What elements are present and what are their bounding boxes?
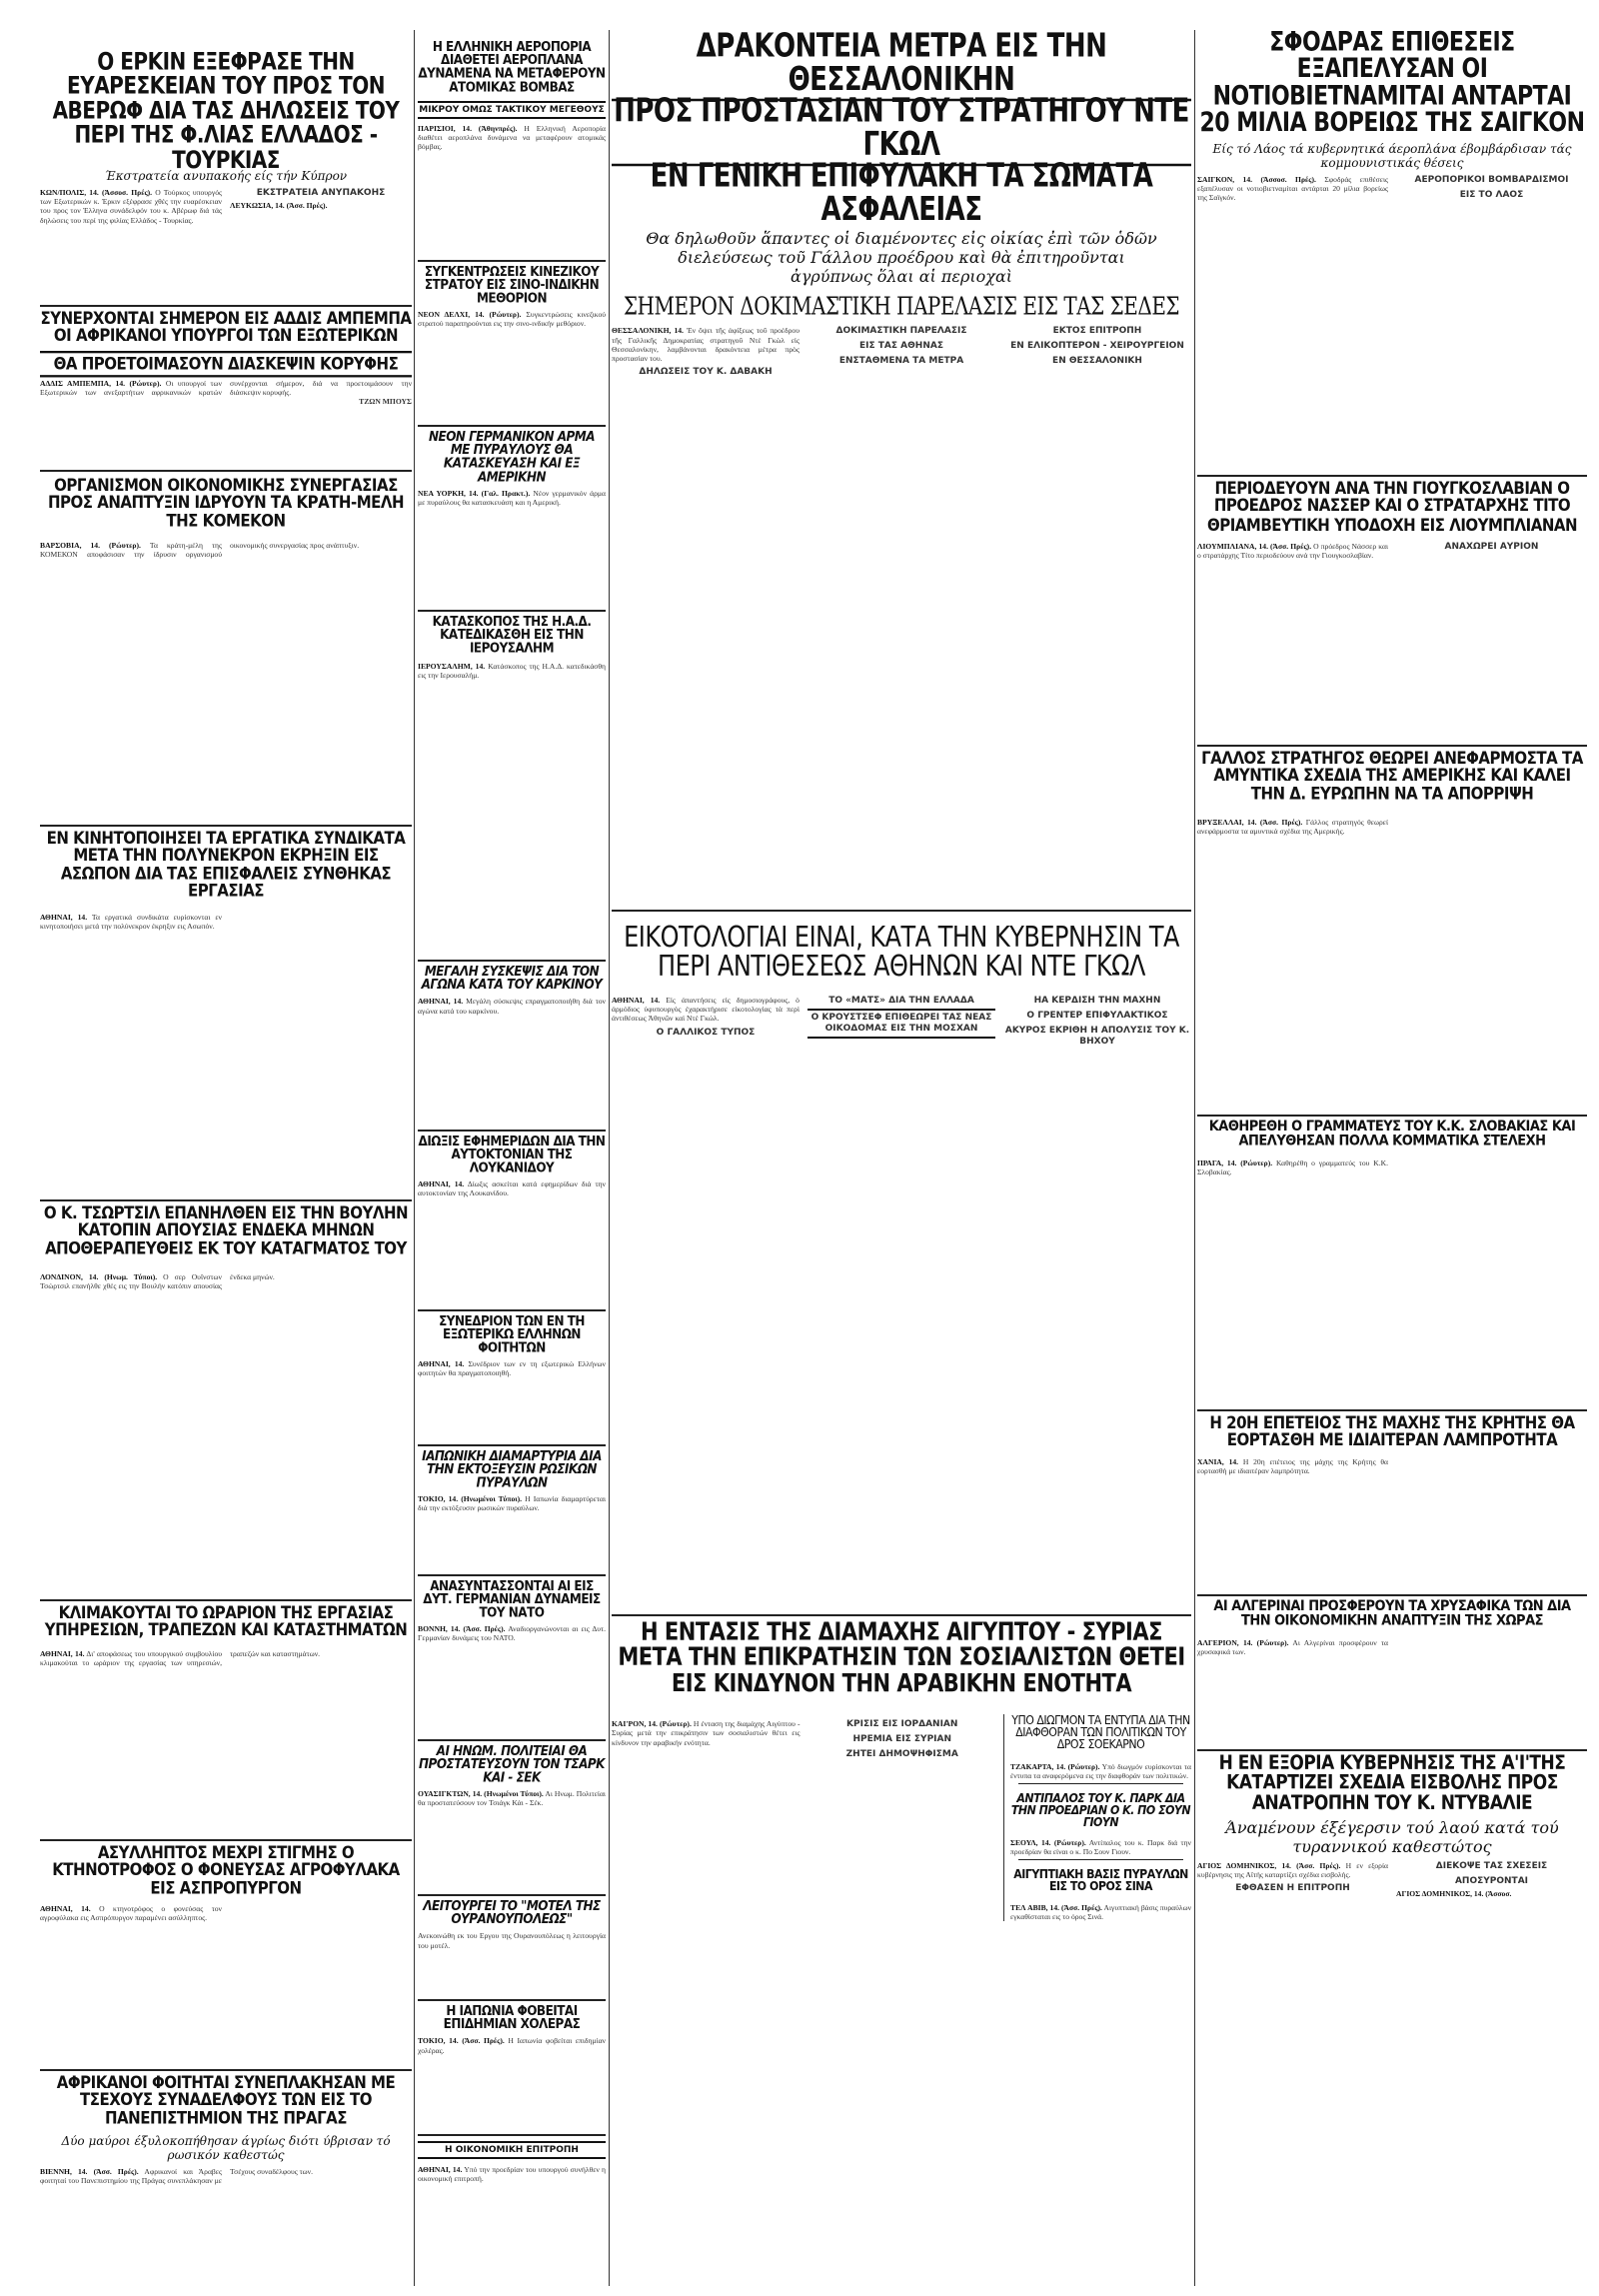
headline: ΑΙΓΥΠΤΙΑΚΗ ΒΑΣΙΣ ΠΥΡΑΥΛΩΝ ΕΙΣ ΤΟ ΟΡΟΣ ΣΙΝΑ (1013, 1867, 1188, 1894)
article-body (40, 1904, 412, 1923)
column-rule (1194, 30, 1195, 2286)
body-text: Καθηρέθη ο γραμματεύς του Κ.Κ. Σλοβακίας. (1197, 1157, 1388, 1176)
body-text: Υπό την προεδρίαν του υπουργού συνήλθεν η οικονομική επιτροπή. (418, 2165, 606, 2184)
article-body (418, 1359, 606, 1378)
article-comecon (40, 475, 412, 827)
article-body (418, 662, 606, 681)
article-body (1010, 1762, 1191, 1781)
headline: ΑΙ ΑΛΓΕΡΙΝΑΙ ΠΡΟΣΦΕΡΟΥΝ ΤΑ ΧΡΥΣΑΦΙΚΑ ΤΩΝ ΔΙΑ ΤΗΝ ΟΙΚΟΝΟΜΙΚΗΝ ΑΝΑΠΤΥΞΙΝ ΤΗΣ ΧΩΡΑΣ (1213, 1599, 1571, 1629)
dateline: ΤΟΚΙΟ, 14. (Άσσ. Πρές). (418, 2036, 505, 2046)
article-body (1197, 1638, 1587, 1657)
article-algerian-women (1197, 1599, 1587, 1751)
article-body (1197, 818, 1587, 837)
headline: ΑΦΡΙΚΑΝΟΙ ΦΟΙΤΗΤΑΙ ΣΥΝΕΠΛΑΚΗΣΑΝ ΜΕ ΤΣΕΧΟΥΣ ΣΥΝΑΔΕΛΦΟΥΣ ΤΩΝ ΕΙΣ ΤΟ ΠΑΝΕΠΙΣΤΗΜΙΟΝ ΤΗΣ ΠΡΑΓΑΣ (56, 2074, 396, 2128)
body-text: Ανεκοινώθη εκ του Εργου της Ουρανουπόλεως η λειτουργία του μοτέλ. (418, 1931, 606, 1950)
signature: ΤΖΩΝ ΜΠΟΥΣ (359, 397, 412, 407)
article-body (418, 2036, 606, 2055)
headline: Η ΟΙΚΟΝΟΜΙΚΗ ΕΠΙΤΡΟΠΗ (418, 2141, 606, 2159)
article-economic-committee (418, 2139, 606, 2289)
article-body (40, 379, 412, 407)
dateline: ΠΑΡΙΣΙΟΙ, 14. (Άθηνπρές). (418, 123, 518, 133)
headline: Ο Κ. ΤΣΩΡΤΣΙΛ ΕΠΑΝΗΛΘΕΝ ΕΙΣ ΤΗΝ ΒΟΥΛΗΝ ΚΑΤΟΠΙΝ ΑΠΟΥΣΙΑΣ ΕΝΔΕΚΑ ΜΗΝΩΝ ΑΠΟΘΕΡΑΠΕΥΘΕΙΣ ΕΚ ΤΟΥ ΚΑΤΑΓΜΑΤΟΣ ΤΟΥ (43, 1204, 409, 1258)
article-body (1197, 1861, 1587, 1898)
headline: ΝΕΟΝ ΓΕΡΜΑΝΙΚΟΝ ΑΡΜΑ ΜΕ ΠΥΡΑΥΛΟΥΣ ΘΑ ΚΑΤΑΣΚΕΥΑΣΗ ΚΑΙ ΕΞ ΑΜΕΡΙΚΗΝ (428, 430, 596, 485)
dateline: ΑΘΗΝΑΙ, 14. (40, 913, 88, 923)
headline: ΣΥΝΕΡΧΟΝΤΑΙ ΣΗΜΕΡΟΝ ΕΙΣ ΑΔΔΙΣ ΑΜΠΕΜΠΑ ΟΙ ΑΦΡΙΚΑΝΟΙ ΥΠΟΥΡΓΟΙ ΤΩΝ ΕΞΩΤΕΡΙΚΩΝ (40, 310, 412, 346)
body-text: Ο σερ Ουΐνστων Τσώρτσιλ επανήλθε χθές εις την Βουλήν κατόπιν απουσίας ένδεκα μηνών. (40, 1271, 275, 1291)
dateline: ΤΕΛ ΑΒΙΒ, 14. (Άσσ. Πρές). (1010, 1902, 1102, 1912)
body-text: Τα εργατικά συνδικάτα ευρίσκονται εν κινητοποιήσει μετά την πολύνεκρον έκρηξιν εις Ασωπόν. (40, 913, 222, 932)
body-text: Μεγάλη σύσκεψις επραγματοποιήθη διά τον αγώνα κατά του καρκίνου. (418, 997, 606, 1016)
body-text: Δι' αποφάσεως του υπουργικού συμβουλίου κλιμακούται το ωράριον της εργασίας των υπηρεσιών, τραπεζών και καταστημάτων. (40, 1648, 321, 1667)
article-prague-students (40, 2074, 412, 2289)
subhead: Θα δηλωθοῦν ἅπαντες οἱ διαμένοντες εἰς οἰκίας ἐπὶ τῶν ὁδῶν διελεύσεως τοῦ Γάλλου προέδρου καὶ θὰ ἐπιτηροῦνται ἀγρύπνως ὅλαι αἱ περιοχαὶ (646, 229, 1157, 287)
article-body (40, 2167, 412, 2186)
article-body (612, 326, 1191, 378)
article-addis-ababa (40, 310, 412, 472)
article-japan-cholera (418, 2004, 606, 2136)
body-text: Αφρικανοί και Άραβες φοιτηταί του Πανεπιστημίου της Πράγας συνεπλάκησαν με Τσέχους συναδέλφους των. (40, 2166, 314, 2186)
body-text: Η Ιαπωνία διαμαρτύρεται διά την εκτόξευσιν ρωσικών πυραύλων. (418, 1493, 606, 1512)
inset-head: ΗΡΕΜΙΑ ΕΙΣ ΣΥΡΙΑΝ (852, 1733, 952, 1744)
inset-head: ΕΚΣΤΡΑΤΕΙΑ ΑΝΥΠΑΚΟΗΣ (256, 187, 386, 198)
body-text: Η ένταση της διαμάχης Αιγύπτου - Συρίας μετά την επικράτησιν των σοσιαλιστών θέτει εις κίνδυνον την αραβικήν ενότητα. (612, 1719, 800, 1747)
inset-head: Ο ΓΡΕΝΤΕΡ ΕΠΙΦΥΛΑΚΤΙΚΟΣ (1026, 1010, 1168, 1021)
inset-head: ΔΗΛΩΣΕΙΣ ΤΟΥ Κ. ΔΑΒΑΚΗ (639, 367, 773, 378)
headline: ΜΕΓΑΛΗ ΣΥΣΚΕΨΙΣ ΔΙΑ ΤΟΝ ΑΓΩΝΑ ΚΑΤΑ ΤΟΥ ΚΑΡΚΙΝΟΥ (421, 965, 603, 993)
column-2 (418, 0, 606, 2296)
inset-head: ΕΦΘΑΣΕΝ Η ΕΠΙΤΡΟΠΗ (1235, 1883, 1350, 1894)
headline: ΚΑΘΗΡΕΘΗ Ο ΓΡΑΜΜΑΤΕΥΣ ΤΟΥ Κ.Κ. ΣΛΟΒΑΚΙΑΣ ΚΑΙ ΑΠΕΛΥΘΗΣΑΝ ΠΟΛΛΑ ΚΟΜΜΑΤΙΚΑ ΣΤΕΛΕΧΗ (1208, 1120, 1576, 1149)
article-body (612, 996, 1191, 1048)
body-text: Αναδιοργανώνονται αι εις Δυτ. Γερμανίαν δυνάμεις του ΝΑΤΟ. (418, 1623, 606, 1642)
dateline: ΚΑΙ'ΡΟΝ, 14. (Ρώυτερ). (612, 1719, 692, 1728)
dateline: ΑΘΗΝΑΙ, 14. (418, 997, 464, 1007)
body-text: Η εν εξορία κυβέρνησις της Αϊτής καταρτίζει σχέδια εισβολής. (1197, 1860, 1388, 1880)
article-body (1197, 1158, 1587, 1177)
inset-head: ΕΝ ΕΛΙΚΟΠΤΕΡΟΝ - ΧΕΙΡΟΥΡΓΕΙΟΝ (1010, 341, 1184, 352)
body-text: Τα κράτη-μέλη της ΚΟΜΕΚΟΝ αποφάσισαν την ίδρυσιν οργανισμού οικονομικής συνεργασίας προς ανάπτυξιν. (40, 540, 360, 560)
inset-head: ΕΝΣΤΑΘΜΕΝΑ ΤΑ ΜΕΤΡΑ (838, 356, 964, 367)
headline: ΕΝ ΓΕΝΙΚΗ ΕΠΙΦΥΛΑΚΗ ΤΑ ΣΩΜΑΤΑ ΑΣΦΑΛΕΙΑΣ (650, 157, 1153, 229)
dateline: ΑΓΙΟΣ ΔΟΜΗΝΙΚΟΣ, 14. (Άσσ. Πρές). (1197, 1860, 1341, 1870)
dateline: ΒΟΝΝΗ, 14. (Άσσ. Πρές). (418, 1623, 506, 1633)
article-students-congress (418, 1314, 606, 1446)
dateline: ΑΛΓΕΡΙΟΝ, 14. (Ρώυτερ). (1197, 1637, 1289, 1647)
dateline: ΑΘΗΝΑΙ, 14. (40, 1648, 85, 1658)
article-erkin (40, 45, 412, 307)
article-chinese-troops (418, 265, 606, 427)
headline: ΑΣΥΛΛΗΠΤΟΣ ΜΕΧΡΙ ΣΤΙΓΜΗΣ Ο ΚΤΗΝΟΤΡΟΦΟΣ Ο ΦΟΝΕΥΣΑΣ ΑΓΡΟΦΥΛΑΚΑ ΕΙΣ ΑΣΠΡΟΠΥΡΓΟΝ (52, 1844, 400, 1898)
article-body (40, 1649, 412, 1668)
headline: ΓΑΛΛΟΣ ΣΤΡΑΤΗΓΟΣ ΘΕΩΡΕΙ ΑΝΕΦΑΡΜΟΣΤΑ ΤΑ ΑΜΥΝΤΙΚΑ ΣΧΕΔΙΑ ΤΗΣ ΑΜΕΡΙΚΗΣ ΚΑΙ ΚΑΛΕΙ ΤΗΝ Δ. ΕΥΡΩΠΗΝ ΝΑ ΤΑ ΑΠΟΡΡΙΨΗ (1201, 750, 1583, 804)
dateline: ΝΕΟΝ ΔΕΛΧΙ, 14. (Ρώυτερ). (418, 309, 522, 319)
dateline: ΒΑΡΣΟΒΙΑ, 14. (Ρώυτερ). (40, 540, 141, 550)
dateline: ΑΘΗΝΑΙ, 14. (612, 995, 661, 1005)
dateline: ΣΑΙΓΚΟΝ, 14. (Άσσοσ. Πρές). (1197, 174, 1316, 184)
headline: ΕΝ ΚΙΝΗΤΟΠΟΙΗΣΕΙ ΤΑ ΕΡΓΑΤΙΚΑ ΣΥΝΔΙΚΑΤΑ ΜΕΤΑ ΤΗΝ ΠΟΛΥΝΕΚΡΟΝ ΕΚΡΗΞΙΝ ΕΙΣ ΑΣΩΠΟΝ ΔΙΑ ΤΑΣ ΕΠΙΣΦΑΛΕΙΣ ΣΥΝΘΗΚΑΣ ΕΡΓΑΣΙΑΣ (46, 830, 406, 902)
headline: Η ΕΝ ΕΞΟΡΙΑ ΚΥΒΕΡΝΗΣΙΣ ΤΗΣ Α'Ι'ΤΗΣ ΚΑΤΑΡΤΙΖΕΙ ΣΧΕΔΙΑ ΕΙΣΒΟΛΗΣ ΠΡΟΣ ΑΝΑΤΡΟΠΗΝ ΤΟΥ Κ. ΝΤΥΒΑΛΙΕ (1218, 1754, 1566, 1815)
dateline: ΛΕΥΚΩΣΙΑ, 14. (Άσσ. Πρές). (230, 200, 328, 210)
article-haiti (1197, 1754, 1587, 2289)
article-japan-protest (418, 1449, 606, 1576)
body-text: Αιγυπτιακή βάσις πυραύλων εγκαθίσταται εις το όρος Σινά. (1010, 1902, 1191, 1921)
article-uar-spy (418, 615, 606, 962)
body-text: Αι Ηνωμ. Πολιτείαι θα προστατεύσουν τον Τσιάγκ Κάι - Σέκ. (418, 1788, 606, 1807)
body-text: Η Ελληνική Αεροπορία διαθέτει αεροπλάνα δυνάμενα να μεταφέρουν ατομικάς βόμβας. (418, 123, 606, 152)
article-body (612, 1719, 996, 1760)
body-text: Ἐν ὄψει τῆς ἀφίξεως τοῦ προέδρου τῆς Γαλλικῆς Δημοκρατίας στρατηγοῦ Ντὲ Γκὼλ εἰς Θεσσαλονίκην, λαμβάνονται δρακόντεια μέτρα πρὸς προστασίαν του. (612, 326, 800, 364)
headline: ΠΡΟΣ ΠΡΟΣΤΑΣΙΑΝ ΤΟΥ ΣΤΡΑΤΗΓΟΥ ΝΤΕ ΓΚΩΛ (612, 95, 1191, 166)
dateline: ΒΙΕΝΝΗ, 14. (Άσσ. Πρές). (40, 2166, 139, 2176)
subhead: ΘΡΙΑΜΒΕΥΤΙΚΗ ΥΠΟΔΟΧΗ ΕΙΣ ΛΙΟΥΜΠΛΙΑΝΑΝ (1206, 514, 1578, 535)
headline: ΙΑΠΩΝΙΚΗ ΔΙΑΜΑΡΤΥΡΙΑ ΔΙΑ ΤΗΝ ΕΚΤΟΞΕΥΣΙΝ ΡΩΣΙΚΩΝ ΠΥΡΑΥΛΩΝ (422, 1449, 602, 1491)
headline: Η ΕΛΛΗΝΙΚΗ ΑΕΡΟΠΟΡΙΑ ΔΙΑΘΕΤΕΙ ΑΕΡΟΠΛΑΝΑ ΔΥΝΑΜΕΝΑ ΝΑ ΜΕΤΑΦΕΡΟΥΝ ΑΤΟΜΙΚΑΣ ΒΟΜΒΑΣ (418, 40, 606, 95)
body-text: Ο πρόεδρος Νάσσερ και ο στρατάρχης Τίτο περιοδεύουν ανά την Γιουγκοσλαβίαν. (1197, 541, 1388, 561)
headline: ΑΙ ΗΝΩΜ. ΠΟΛΙΤΕΙΑΙ ΘΑ ΠΡΟΣΤΑΤΕΥΣΟΥΝ ΤΟΝ ΤΣΑΡΚ ΚΑΙ - ΣΕΚ (419, 1744, 605, 1786)
body-text: Σφοδράς επιθέσεις εξαπέλυσαν οι νοτιοβιετναμίται αντάρται 20 μίλια βορείως της Σαϊγκόν. (1197, 174, 1388, 203)
column-1 (40, 0, 412, 2296)
inset-head: ΗΑ ΚΕΡΔΙΣΗ ΤΗΝ ΜΑΧΗΝ (1033, 995, 1161, 1006)
article-body (40, 913, 412, 932)
inset-head: ΕΙΣ ΤΟ ΛΑΟΣ (1459, 189, 1524, 200)
dateline: ΟΥΑΣΙΓΚΤΩΝ, 14. (Ηνωμένοι Τύποι). (418, 1788, 544, 1798)
subhead: ΜΙΚΡΟΥ ΟΜΩΣ ΤΑΚΤΙΚΟΥ ΜΕΓΕΘΟΥΣ (418, 101, 606, 119)
dateline: ΣΕΟΥΛ, 14. (Ρώυτερ). (1010, 1837, 1086, 1847)
article-athens-de-gaulle (612, 915, 1191, 1616)
body-text: Συνέδριον των εν τη εξωτερικώ Ελλήνων φοιτητών θα πραγματοποιηθή. (418, 1358, 606, 1377)
article-body (418, 310, 606, 329)
subhead: Είς τό Λάος τά κυβερνητικά άεροπλάνα έβομβάρδισαν τάς κομμουνιστικάς θέσεις (1212, 141, 1572, 170)
article-body (40, 541, 412, 560)
article-body (418, 124, 606, 152)
body-text: Γάλλος στρατηγός θεωρεί ανεφάρμοστα τα αμυντικά σχέδια της Αμερικής. (1197, 817, 1389, 837)
body-text: Αι Αλγερίναι προσφέρουν τα χρυσαφικά των. (1197, 1637, 1388, 1656)
inset-head: Ο ΓΑΛΛΙΚΟΣ ΤΥΠΟΣ (656, 1027, 756, 1038)
article-body (418, 1494, 606, 1513)
inset-head: ΔΙΕΚΟΨΕ ΤΑΣ ΣΧΕΣΕΙΣ (1435, 1860, 1548, 1871)
inset-head: Ο ΚΡΟΥΣΤΣΕΦ ΕΠΙΘΕΩΡΕΙ ΤΑΣ ΝΕΑΣ ΟΙΚΟΔΟΜΑΣ ΕΙΣ ΤΗΝ ΜΟΣΧΑΝ (807, 1009, 995, 1039)
headline: ΑΝΤΙΠΑΛΟΣ ΤΟΥ Κ. ΠΑΡΚ ΔΙΑ ΤΗΝ ΠΡΟΕΔΡΙΑΝ Ο Κ. ΠΟ ΣΟΥΝ ΓΙΟΥΝ (1010, 1791, 1191, 1831)
column-rule (609, 30, 610, 2286)
subhead: ΘΑ ΠΡΟΕΤΟΙΜΑΣΟΥΝ ΔΙΑΣΚΕΨΙΝ ΚΟΡΥΦΗΣ (40, 351, 412, 378)
article-body (1010, 1903, 1191, 1922)
headline: ΚΑΤΑΣΚΟΠΟΣ ΤΗΣ Η.Α.Δ. ΚΑΤΕΔΙΚΑΣΘΗ ΕΙΣ ΤΗΝ ΙΕΡΟΥΣΑΛΗΜ (432, 615, 592, 657)
article-german-tank (418, 430, 606, 612)
dateline: ΒΡΥΞΕΛΛΑΙ, 14. (Άσσ. Πρές). (1197, 817, 1303, 827)
dateline: ΛΙΟΥΜΠΛΙΑΝΑ, 14. (Άσσ. Πρές). (1197, 541, 1312, 551)
headline: ΚΛΙΜΑΚΟΥΤΑΙ ΤΟ ΩΡΑΡΙΟΝ ΤΗΣ ΕΡΓΑΣΙΑΣ ΥΠΗΡΕΣΙΩΝ, ΤΡΑΠΕΖΩΝ ΚΑΙ ΚΑΤΑΣΤΗΜΑΤΩΝ (44, 1604, 408, 1640)
subhead: Άναμένουν έξέγερσιν τού λαού κατά τού τυραννικού καθεστώτος (1225, 1817, 1559, 1856)
article-vietnam (1197, 30, 1587, 477)
inset-head: ΕΙΣ ΤΑΣ ΑΘΗΝΑΣ (859, 341, 943, 352)
inset-head: ΑΚΥΡΟΣ ΕΚΡΙΘΗ Η ΑΠΟΛΥΣΙΣ ΤΟΥ Κ. ΒΗΧΟΥ (1004, 1025, 1190, 1047)
divider (1018, 1783, 1183, 1784)
dateline: ΤΖΑΚΑΡΤΑ, 14. (Ρώυτερ). (1010, 1761, 1100, 1771)
article-body (40, 188, 412, 225)
inset-head: ΚΡΙΣΙΣ ΕΙΣ ΙΟΡΔΑΝΙΑΝ (846, 1719, 958, 1729)
column-4 (1197, 0, 1587, 2296)
article-asopos (40, 830, 412, 1201)
headline: ΔΡΑΚΟΝΤΕΙΑ ΜΕΤΡΑ ΕΙΣ ΤΗΝ ΘΕΣΣΑΛΟΝΙΚΗΝ (612, 30, 1191, 101)
article-body (418, 997, 606, 1016)
article-aspropyrgos (40, 1844, 412, 2071)
dateline: ΤΟΚΙΟ, 14. (Ηνωμένοι Τύποι). (418, 1493, 523, 1503)
headline: Η ΕΝΤΑΣΙΣ ΤΗΣ ΔΙΑΜΑΧΗΣ ΑΙΓΥΠΤΟΥ - ΣΥΡΙΑΣ ΜΕΤΑ ΤΗΝ ΕΠΙΚΡΑΤΗΣΙΝ ΤΩΝ ΣΟΣΙΑΛΙΣΤΩΝ ΘΕΤΕΙ ΕΙΣ ΚΙΝΔΥΝΟΝ ΤΗΝ ΑΡΑΒΙΚΗΝ ΕΝΟΤΗΤΑ (618, 1619, 1185, 1697)
column-3 (612, 0, 1191, 2296)
article-body (40, 1272, 412, 1291)
body-text: Νέον γερμανικόν άρμα με πυραύλους θα κατασκευάση και η Αμερική. (418, 488, 606, 508)
article-body (418, 2165, 606, 2184)
article-working-hours (40, 1604, 412, 1841)
inset-head: ΔΟΚΙΜΑΣΤΙΚΗ ΠΑΡΕΛΑΣΙΣ (835, 326, 967, 337)
body-text: Συγκεντρώσεις κινεζικού στρατού παρατηρούνται εις την σινο-ινδικήν μεθόριον. (418, 309, 606, 328)
body-text: Η 20η επέτειος της μάχης της Κρήτης θα εορτασθή με ιδιαιτέραν λαμπρότητα. (1197, 1456, 1388, 1475)
article-body (418, 1179, 606, 1198)
body-text: Κατάσκοπος της Η.Α.Δ. κατεδικάσθη εις την Ιερουσαλήμ. (418, 661, 606, 680)
subhead: Έκστρατεία ανυπακοής είς τήν Κύπρον (104, 168, 348, 183)
article-greek-airforce (418, 40, 606, 262)
dateline: ΚΩΝ/ΠΟΛΙΣ, 14. (Άσσοσ. Πρές). (40, 187, 153, 197)
headline: ΣΦΟΔΡΑΣ ΕΠΙΘΕΣΕΙΣ ΕΞΑΠΕΛΥΣΑΝ ΟΙ ΝΟΤΙΟΒΙΕΤΝΑΜΙΤΑΙ ΑΝΤΑΡΤΑΙ 20 ΜΙΛΙΑ ΒΟΡΕΙΩΣ ΤΗΣ ΣΑΙΓΚΟΝ (1199, 30, 1585, 139)
column-rule (414, 30, 415, 2286)
article-body (418, 1624, 606, 1643)
article-slovakia (1197, 1120, 1587, 1411)
dateline: ΑΘΗΝΑΙ, 14. (418, 2165, 463, 2174)
article-egypt-syria (612, 1619, 1191, 2289)
article-crete-battle (1197, 1414, 1587, 1596)
headline: Ο ΕΡΚΙΝ ΕΞΕΦΡΑΣΕ ΤΗΝ ΕΥΑΡΕΣΚΕΙΑΝ ΤΟΥ ΠΡΟΣ ΤΟΝ ΑΒΕΡΩΦ ΔΙΑ ΤΑΣ ΔΗΛΩΣΕΙΣ ΤΟΥ ΠΕΡΙ ΤΗΣ Φ.ΛΙΑΣ ΕΛΛΑΔΟΣ - ΤΟΥΡΚΙΑΣ (52, 46, 400, 174)
headline: Η 20Η ΕΠΕΤΕΙΟΣ ΤΗΣ ΜΑΧΗΣ ΤΗΣ ΚΡΗΤΗΣ ΘΑ ΕΟΡΤΑΣΘΗ ΜΕ ΙΔΙΑΙΤΕΡΑΝ ΛΑΜΠΡΟΤΗΤΑ (1209, 1414, 1575, 1450)
dateline: ΑΓΙΟΣ ΔΟΜΗΝΙΚΟΣ, 14. (Άσσοσ. (1396, 1888, 1512, 1898)
dateline: ΝΕΑ ΥΟΡΚΗ, 14. (Γαλ. Πρακτ.). (418, 488, 531, 498)
dateline: ΧΑΝΙΑ, 14. (1197, 1456, 1239, 1466)
headline: Η ΙΑΠΩΝΙΑ ΦΟΒΕΙΤΑΙ ΕΠΙΔΗΜΙΑΝ ΧΟΛΕΡΑΣ (443, 2004, 581, 2032)
dateline: ΛΟΝΔΙΝΟΝ, 14. (Ηνωμ. Τύποι). (40, 1271, 158, 1281)
headline: ΣΥΓΚΕΝΤΡΩΣΕΙΣ ΚΙΝΕΖΙΚΟΥ ΣΤΡΑΤΟΥ ΕΙΣ ΣΙΝΟ-ΙΝΔΙΚΗΝ ΜΕΘΟΡΙΟΝ (424, 265, 600, 307)
body-text: Ο Τούρκος υπουργός των Εξωτερικών κ. Έρκιν εξέφρασε χθές την ευαρέσκειαν του προς τον Έλληνα συνάδελφόν του κ. Αβέρωφ διά τάς δηλώσεις του περί της φιλίας Ελλάδος - Τουρκίας. (40, 187, 222, 225)
body-text: Ο κτηνοτρόφος ο φονεύσας τον αγροφύλακα εις Ασπρόπυργον παραμένει ασύλληπτος. (40, 1903, 222, 1923)
article-motel (418, 1899, 606, 2001)
article-de-gaulle-security (612, 30, 1191, 912)
article-body (1010, 1838, 1191, 1857)
headline: ΣΥΝΕΔΡΙΟΝ ΤΩΝ ΕΝ ΤΗ ΕΞΩΤΕΡΙΚΩ ΕΛΛΗΝΩΝ ΦΟΙΤΗΤΩΝ (439, 1314, 585, 1356)
article-cancer-meeting (418, 965, 606, 1132)
dateline: ΑΘΗΝΑΙ, 14. (418, 1358, 465, 1368)
inset-head: ΑΠΟΣΥΡΟΝΤΑΙ (1454, 1875, 1529, 1886)
body-text: Υπό διωγμόν ευρίσκονται τα έντυπα τα αναφερόμενα εις την διαφθοράν των πολιτικών. (1010, 1761, 1191, 1780)
inset-head: ΕΚΤΟΣ ΕΠΙΤΡΟΠΗ (1052, 326, 1142, 337)
article-body (418, 489, 606, 508)
dateline: ΑΘΗΝΑΙ, 14. (40, 1903, 91, 1913)
article-nasser-tito (1197, 480, 1587, 747)
article-chiang-kai-shek (418, 1744, 606, 1896)
kicker: ΣΗΜΕΡΟΝ ΔΟΚΙΜΑΣΤΙΚΗ ΠΑΡΕΛΑΣΙΣ ΕΙΣ ΤΑΣ ΣΕΔΕΣ (623, 291, 1180, 321)
article-body (1197, 542, 1587, 561)
dateline: ΙΕΡΟΥΣΑΛΗΜ, 14. (418, 661, 486, 671)
egypt-syria-body (612, 1714, 996, 1760)
headline: ΠΕΡΙΟΔΕΥΟΥΝ ΑΝΑ ΤΗΝ ΓΙΟΥΓΚΟΣΛΑΒΙΑΝ Ο ΠΡΟΕΔΡΟΣ ΝΑΣΣΕΡ ΚΑΙ Ο ΣΤΡΑΤΑΡΧΗΣ ΤΙΤΟ (1213, 480, 1571, 516)
article-body (418, 1789, 606, 1808)
inset-head: ΖΗΤΕΙ ΔΗΜΟΨΗΦΙΣΜΑ (845, 1748, 958, 1759)
body-text: Αντίπαλος του κ. Παρκ διά την προεδρίαν θα είναι ο κ. Πο Σουν Γιουν. (1010, 1837, 1191, 1857)
article-body (1197, 175, 1587, 205)
dateline: ΑΔΔΙΣ ΑΜΠΕΜΠΑ, 14. (Ρώυτερ). (40, 378, 162, 388)
article-newspapers-prosecution (418, 1135, 606, 1311)
dateline: ΑΘΗΝΑΙ, 14. (418, 1178, 465, 1188)
body-text: Οι υπουργοί των Εξωτερικών των ανεξαρτήτων αφρικανικών κρατών συνέρχονται σήμερον, διά να προετοιμάσουν την διάσκεψιν κορυφής. (40, 378, 412, 398)
inset-head: ΕΝ ΘΕΣΣΑΛΟΝΙΚΗ (1052, 356, 1142, 367)
body-text: Εἰς ἀπαντήσεις εἰς δημοσιογράφους, ὁ ἀρμόδιος ὑφυπουργὸς ἐχαρακτήρισε εἰκοτολογίας τὰ περὶ ἀντιθέσεως Ἀθηνῶν καὶ Ντὲ Γκώλ. (612, 995, 800, 1024)
sidebar-briefs (1003, 1714, 1191, 1921)
subhead: Δύο μαύροι έξυλοκοπήθησαν άγρίως διότι ύβρισαν τό ρωσικόν καθεστώς (61, 2133, 391, 2162)
dateline: ΘΕΣΣΑΛΟΝΙΚΗ, 14. (612, 326, 684, 336)
inset-head: ΑΕΡΟΠΟΡΙΚΟΙ ΒΟΜΒΑΡΔΙΣΜΟΙ (1414, 174, 1569, 185)
article-body (418, 1931, 606, 1950)
headline: ΛΕΙΤΟΥΡΓΕΙ ΤΟ "ΜΟΤΕΛ ΤΗΣ ΟΥΡΑΝΟΥΠΟΛΕΩΣ" (423, 1899, 601, 1927)
headline: ΥΠΟ ΔΙΩΓΜΟΝ ΤΑ ΕΝΤΥΠΑ ΔΙΑ ΤΗΝ ΔΙΑΦΘΟΡΑΝ ΤΩΝ ΠΟΛΙΤΙΚΩΝ ΤΟΥ ΔΡΟΣ ΣΟΕΚΑΡΝΟ (1011, 1712, 1190, 1752)
article-body (1197, 1457, 1587, 1476)
headline: ΟΡΓΑΝΙΣΜΟΝ ΟΙΚΟΝΟΜΙΚΗΣ ΣΥΝΕΡΓΑΣΙΑΣ ΠΡΟΣ ΑΝΑΠΤΥΞΙΝ ΙΔΡΥΟΥΝ ΤΑ ΚΡΑΤΗ-ΜΕΛΗ ΤΗΣ ΚΟΜΕΚΟΝ (47, 475, 405, 531)
divider (1018, 1859, 1183, 1860)
headline: ΕΙΚΟΤΟΛΟΓΙΑΙ ΕΙΝΑΙ, ΚΑΤΑ ΤΗΝ ΚΥΒΕΡΝΗΣΙΝ ΤΑ ΠΕΡΙ ΑΝΤΙΘΕΣΕΩΣ ΑΘΗΝΩΝ ΚΑΙ ΝΤΕ ΓΚΩΛ (624, 920, 1179, 984)
dateline: ΠΡΑΓΑ, 14. (Ρώυτερ). (1197, 1157, 1273, 1167)
body-text: Δίωξις ασκείται κατά εφημερίδων διά την αυτοκτονίαν της Λουκανίδου. (418, 1178, 606, 1197)
article-churchill (40, 1204, 412, 1601)
article-french-general (1197, 750, 1587, 1117)
inset-head: ΑΝΑΧΩΡΕΙ ΑΥΡΙΟΝ (1444, 541, 1539, 552)
body-text: Η Ιαπωνία φοβείται επιδημίαν χολέρας. (418, 2036, 606, 2055)
headline: ΔΙΩΞΙΣ ΕΦΗΜΕΡΙΔΩΝ ΔΙΑ ΤΗΝ ΑΥΤΟΚΤΟΝΙΑΝ ΤΗΣ ΛΟΥΚΑΝΙΔΟΥ (418, 1135, 606, 1176)
article-nato-forces (418, 1579, 606, 1741)
inset-head: ΤΟ «ΜΑΤΣ» ΔΙΑ ΤΗΝ ΕΛΛΑΔΑ (828, 995, 974, 1006)
headline: ΑΝΑΣΥΝΤΑΣΣΟΝΤΑΙ ΑΙ ΕΙΣ ΔΥΤ. ΓΕΡΜΑΝΙΑΝ ΔΥΝΑΜΕΙΣ ΤΟΥ ΝΑΤΟ (423, 1579, 601, 1621)
